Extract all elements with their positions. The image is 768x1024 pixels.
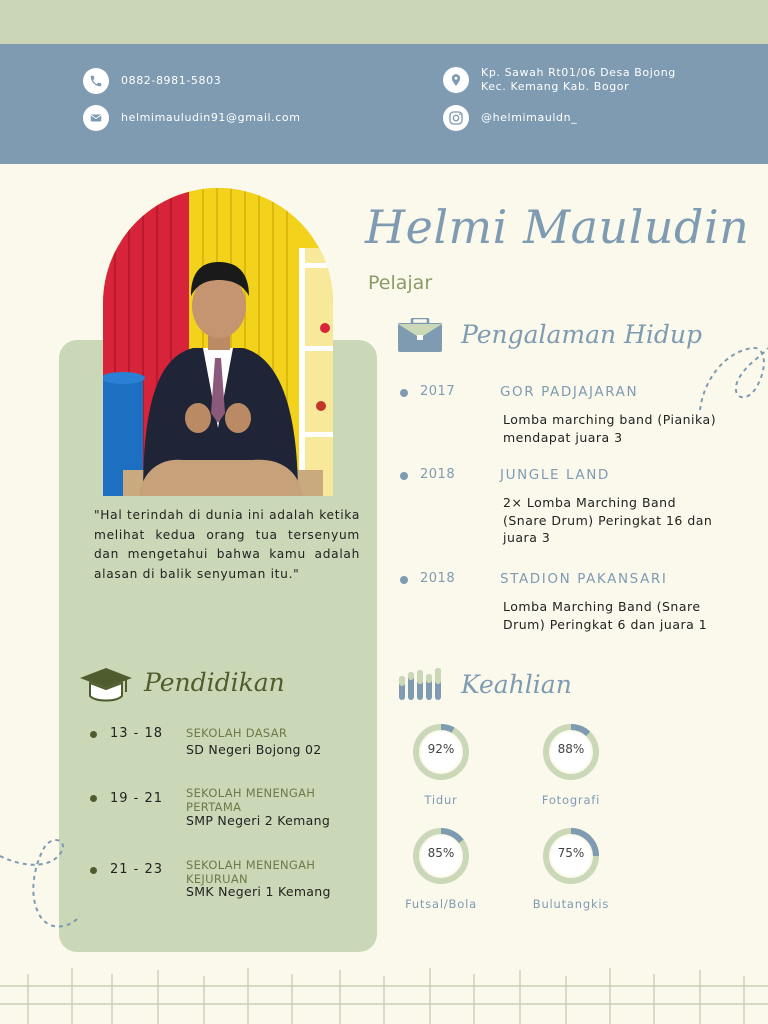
experience-place: JUNGLE LAND (500, 467, 610, 483)
education-item (90, 858, 370, 908)
skill-label: Futsal/Bola (405, 897, 477, 911)
profile-photo (103, 188, 333, 496)
contact-header (0, 44, 768, 164)
education-school: SMK Negeri 1 Kemang (186, 884, 331, 899)
skills-title: Keahlian (461, 670, 572, 699)
skill-item (521, 827, 621, 911)
phone-contact[interactable] (83, 68, 221, 94)
dashed-swirl-decoration (0, 836, 82, 936)
experience-desc: Lomba Marching Band (Snare Drum) Peringkat 6 dan juara 1 (503, 599, 708, 632)
skill-bars-icon (399, 668, 441, 700)
email-text: helmimauludin91@gmail.com (121, 111, 301, 124)
experience-desc: 2× Lomba Marching Band (Snare Drum) Peringkat 16 dan juara 3 (503, 495, 713, 545)
briefcase-icon (398, 318, 442, 352)
skill-item (391, 827, 491, 911)
bullet-dot (90, 867, 97, 874)
experience-item (400, 467, 740, 552)
instagram-icon (443, 105, 469, 131)
bullet-dot (400, 389, 408, 397)
education-years: 21 - 23 (110, 862, 164, 877)
skill-percent: 85% (427, 846, 455, 860)
address-text: Kp. Sawah Rt01/06 Desa Bojong Kec. Kemang Kab. Bogor (481, 66, 676, 93)
experience-title: Pengalaman Hidup (461, 320, 702, 349)
education-title: Pendidikan (144, 668, 285, 697)
experience-place: GOR PADJAJARAN (500, 384, 639, 400)
bullet-dot (90, 731, 97, 738)
bullet-dot (400, 472, 408, 480)
education-item (90, 786, 370, 836)
instagram-contact[interactable] (443, 105, 577, 131)
skill-item (391, 723, 491, 807)
profile-name: Helmi Mauludin (365, 200, 750, 254)
grid-line-decoration (0, 968, 768, 1024)
skill-percent: 92% (427, 742, 455, 756)
experience-item (400, 384, 740, 454)
location-pin-icon (443, 67, 469, 93)
experience-year: 2017 (420, 384, 456, 399)
bullet-dot (90, 795, 97, 802)
email-contact[interactable] (83, 105, 301, 131)
mail-icon (83, 105, 109, 131)
bullet-dot (400, 576, 408, 584)
experience-desc: Lomba marching band (Pianika) mendapat juara 3 (503, 412, 717, 445)
education-level: SEKOLAH DASAR (186, 726, 288, 740)
education-years: 13 - 18 (110, 726, 164, 741)
education-years: 19 - 21 (110, 791, 164, 806)
experience-year: 2018 (420, 467, 456, 482)
education-school: SD Negeri Bojong 02 (186, 742, 322, 757)
education-level: SEKOLAH MENENGAH KEJURUAN (186, 858, 316, 886)
phone-text: 0882-8981-5803 (121, 74, 222, 87)
skill-label: Bulutangkis (532, 897, 610, 911)
phone-icon (83, 68, 109, 94)
profile-role: Pelajar (368, 272, 433, 294)
top-strip (0, 0, 768, 44)
experience-year: 2018 (420, 571, 456, 586)
skill-label: Fotografi (541, 793, 601, 807)
education-school: SMP Negeri 2 Kemang (186, 813, 331, 828)
experience-item (400, 571, 740, 656)
dashed-swirl-decoration (696, 338, 768, 418)
skill-percent: 88% (557, 742, 585, 756)
education-level: SEKOLAH MENENGAH PERTAMA (186, 786, 316, 814)
education-item (90, 726, 370, 766)
address-contact (443, 66, 691, 94)
skill-label: Tidur (424, 793, 458, 807)
skill-item (521, 723, 621, 807)
instagram-text: @helmimauldn_ (481, 111, 578, 124)
graduation-cap-icon (78, 666, 134, 704)
skill-percent: 75% (557, 846, 585, 860)
experience-place: STADION PAKANSARI (500, 571, 668, 587)
personal-quote: "Hal terindah di dunia ini adalah ketika melihat kedua orang tua tersenyum dan mengetahui bahwa kamu adalah alasan di balik senyuman itu." (94, 508, 360, 581)
